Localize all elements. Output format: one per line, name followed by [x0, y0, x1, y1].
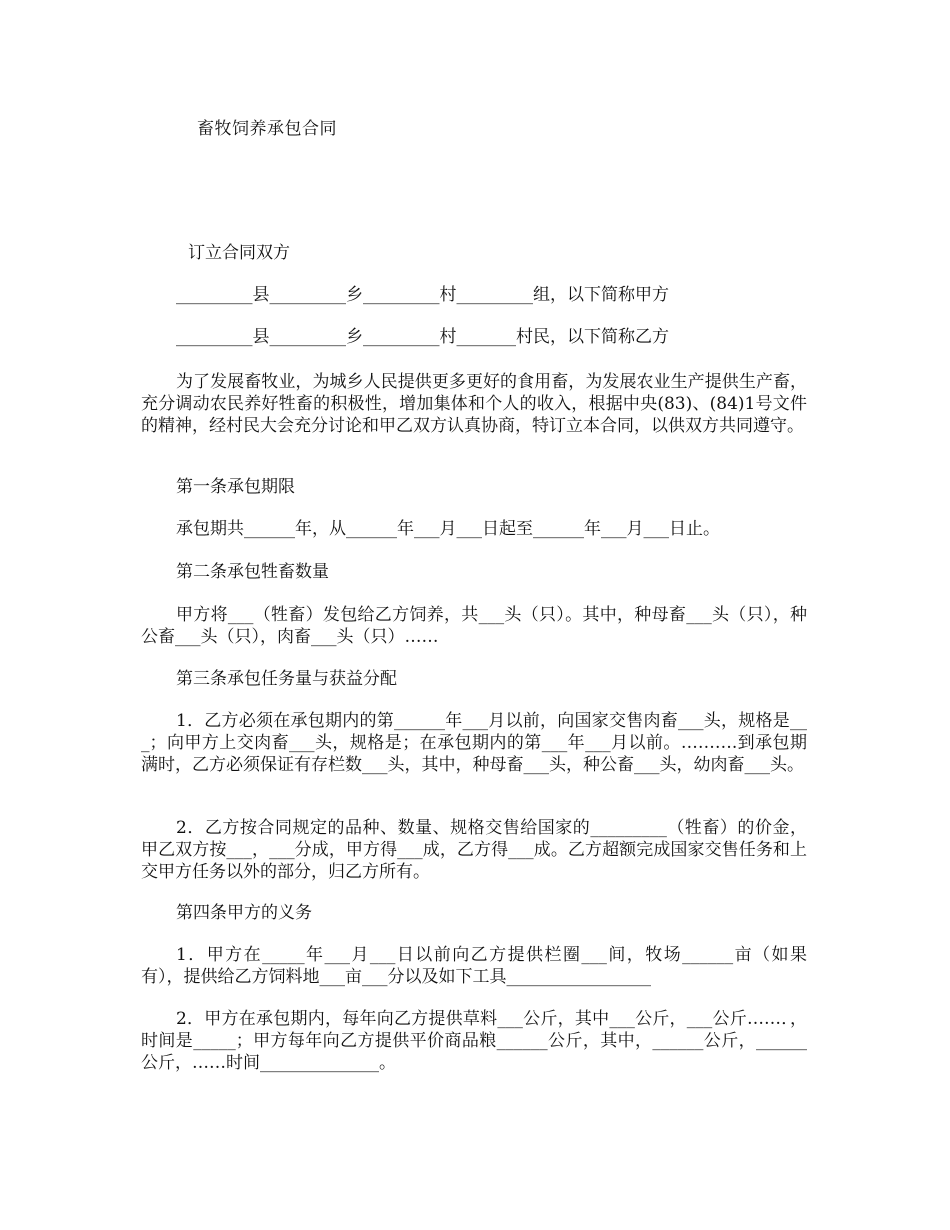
article1-text: 承包期共______年，从______年___月___日起至______年___月___日止。 [176, 519, 720, 539]
document-title: 畜牧饲养承包合同 [197, 119, 337, 139]
article3-item1: 1．乙方必须在承包期内的第______年___月以前，向国家交售肉畜___头，规格是___；向甲方上交肉畜___头，规格是；在承包期内的第___年___月以前。……….到承包期满时，乙方必须保证有存栏数___头，其中，种母畜___头，种公畜___头，幼肉畜___头。 [141, 711, 807, 775]
party-b-line: _________县_________乡_________村_______村民，以下简称乙方 [176, 327, 669, 347]
article4-item1: 1．甲方在_____年___月___日以前向乙方提供栏圈___间，牧场______亩（如果有），提供给乙方饲料地___亩___分以及如下工具_________________ [141, 945, 807, 987]
parties-heading: 订立合同双方 [188, 243, 290, 263]
party-a-line: _________县_________乡_________村_________组，以下简称甲方 [176, 285, 669, 305]
article1-heading: 第一条承包期限 [176, 477, 295, 497]
article4-heading: 第四条甲方的义务 [176, 903, 312, 923]
article2-heading: 第二条承包牲畜数量 [176, 562, 329, 582]
article3-item2: 2．乙方按合同规定的品种、数量、规格交售给国家的_________（牲畜）的价金，甲乙双方按___，___分成，甲方得___成，乙方得___成。乙方超额完成国家交售任务和上交甲方任务以外的部分，归乙方所有。 [141, 818, 807, 882]
article3-heading: 第三条承包任务量与获益分配 [176, 669, 397, 689]
preamble-paragraph: 为了发展畜牧业，为城乡人民提供更多更好的食用畜，为发展农业生产提供生产畜，充分调动农民养好牲畜的积极性，增加集体和个人的收入，根据中央(83)、(84)1号文件的精神，经村民大会充分讨论和甲乙双方认真协商，特订立本合同，以供双方共同遵守。 [141, 372, 807, 436]
article4-item2: 2．甲方在承包期内，每年向乙方提供草料___公斤，其中___公斤，___公斤……．，时间是_____；甲方每年向乙方提供平价商品粮______公斤，其中，______公斤，______公斤，……时间______________。 [141, 1009, 807, 1073]
article2-text: 甲方将___（牲畜）发包给乙方饲养，共___头（只）。其中，种母畜___头（只），种公畜___头（只），肉畜___头（只）…… [141, 605, 807, 647]
